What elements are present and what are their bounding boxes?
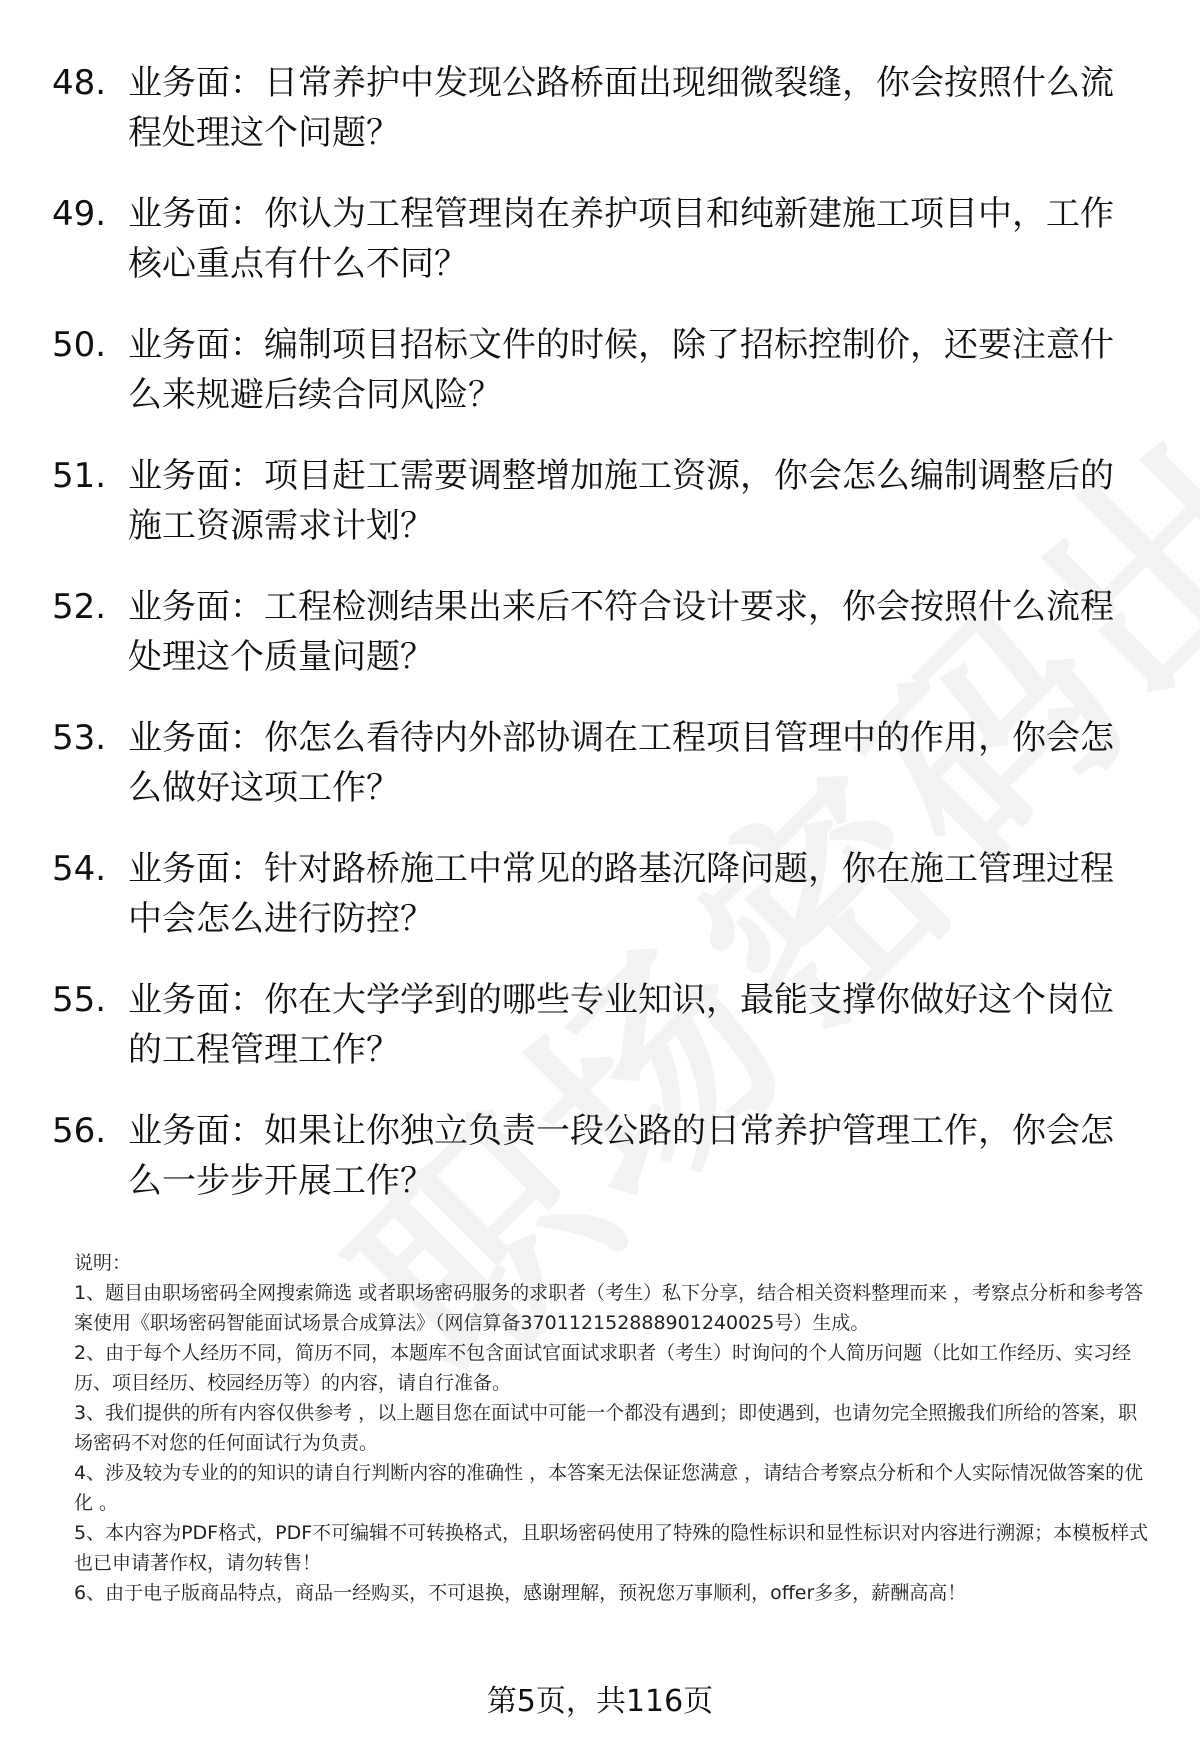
note-item: 2、由于每个人经历不同，简历不同，本题库不包含面试官面试求职者（考生）时询问的个人简历问题（比如工作经历、实习经历、项目经历、校园经历等）的内容，请自行准备。 xyxy=(74,1342,1132,1394)
question-list xyxy=(0,58,1200,1237)
question-item xyxy=(0,451,1200,582)
question-item xyxy=(0,1106,1200,1237)
question-number: 48. xyxy=(52,63,107,103)
question-item xyxy=(0,320,1200,451)
question-number: 49. xyxy=(52,194,107,234)
note-item: 1、题目由职场密码全网搜索筛选 或者职场密码服务的求职者（考生）私下分享，结合相关资料整理而来 ，考察点分析和参考答案使用《职场密码智能面试场景合成算法》（网信算备370112152888901240025号）生成。 xyxy=(74,1282,1144,1334)
question-item xyxy=(0,844,1200,975)
question-item xyxy=(0,713,1200,844)
question-number: 50. xyxy=(52,325,107,365)
notes-section xyxy=(74,1248,1150,1608)
question-number: 53. xyxy=(52,718,107,758)
question-text: 业务面：你在大学学到的哪些专业知识，最能支撑你做好这个岗位的工程管理工作？ xyxy=(128,980,1114,1070)
question-text: 业务面：针对路桥施工中常见的路基沉降问题，你在施工管理过程中会怎么进行防控？ xyxy=(128,849,1114,939)
note-item: 3、我们提供的所有内容仅供参考 ，以上题目您在面试中可能一个都没有遇到；即使遇到，也请勿完全照搬我们所给的答案，职场密码不对您的任何面试行为负责。 xyxy=(74,1402,1138,1454)
question-text: 业务面：编制项目招标文件的时候，除了招标控制价，还要注意什么来规避后续合同风险？ xyxy=(128,325,1114,415)
question-item xyxy=(0,58,1200,189)
question-item xyxy=(0,975,1200,1106)
note-item: 4、涉及较为专业的的知识的请自行判断内容的准确性 ，本答案无法保证您满意 ，请结合考察点分析和个人实际情况做答案的优化 。 xyxy=(74,1462,1144,1514)
question-item xyxy=(0,189,1200,320)
question-number: 51. xyxy=(52,456,107,496)
page-number: 第5页，共116页 xyxy=(486,1684,714,1719)
question-text: 业务面：如果让你独立负责一段公路的日常养护管理工作，你会怎么一步步开展工作？ xyxy=(128,1111,1114,1201)
question-item xyxy=(0,582,1200,713)
question-text: 业务面：工程检测结果出来后不符合设计要求，你会按照什么流程处理这个质量问题？ xyxy=(128,587,1114,677)
question-number: 54. xyxy=(52,849,107,889)
note-item: 6、由于电子版商品特点，商品一经购买，不可退换，感谢理解，预祝您万事顺利，offer多多，薪酬高高！ xyxy=(74,1582,967,1604)
question-text: 业务面：日常养护中发现公路桥面出现细微裂缝，你会按照什么流程处理这个问题？ xyxy=(128,63,1114,153)
question-number: 56. xyxy=(52,1111,107,1151)
question-text: 业务面：项目赶工需要调整增加施工资源，你会怎么编制调整后的施工资源需求计划？ xyxy=(128,456,1114,546)
question-number: 55. xyxy=(52,980,107,1020)
note-item: 5、本内容为PDF格式，PDF不可编辑不可转换格式，且职场密码使用了特殊的隐性标识和显性标识对内容进行溯源；本模板样式也已申请著作权，请勿转售！ xyxy=(74,1522,1149,1574)
question-number: 52. xyxy=(52,587,107,627)
question-text: 业务面：你怎么看待内外部协调在工程项目管理中的作用，你会怎么做好这项工作？ xyxy=(128,718,1114,808)
question-text: 业务面：你认为工程管理岗在养护项目和纯新建施工项目中，工作核心重点有什么不同？ xyxy=(128,194,1114,284)
notes-title: 说明： xyxy=(74,1252,132,1274)
